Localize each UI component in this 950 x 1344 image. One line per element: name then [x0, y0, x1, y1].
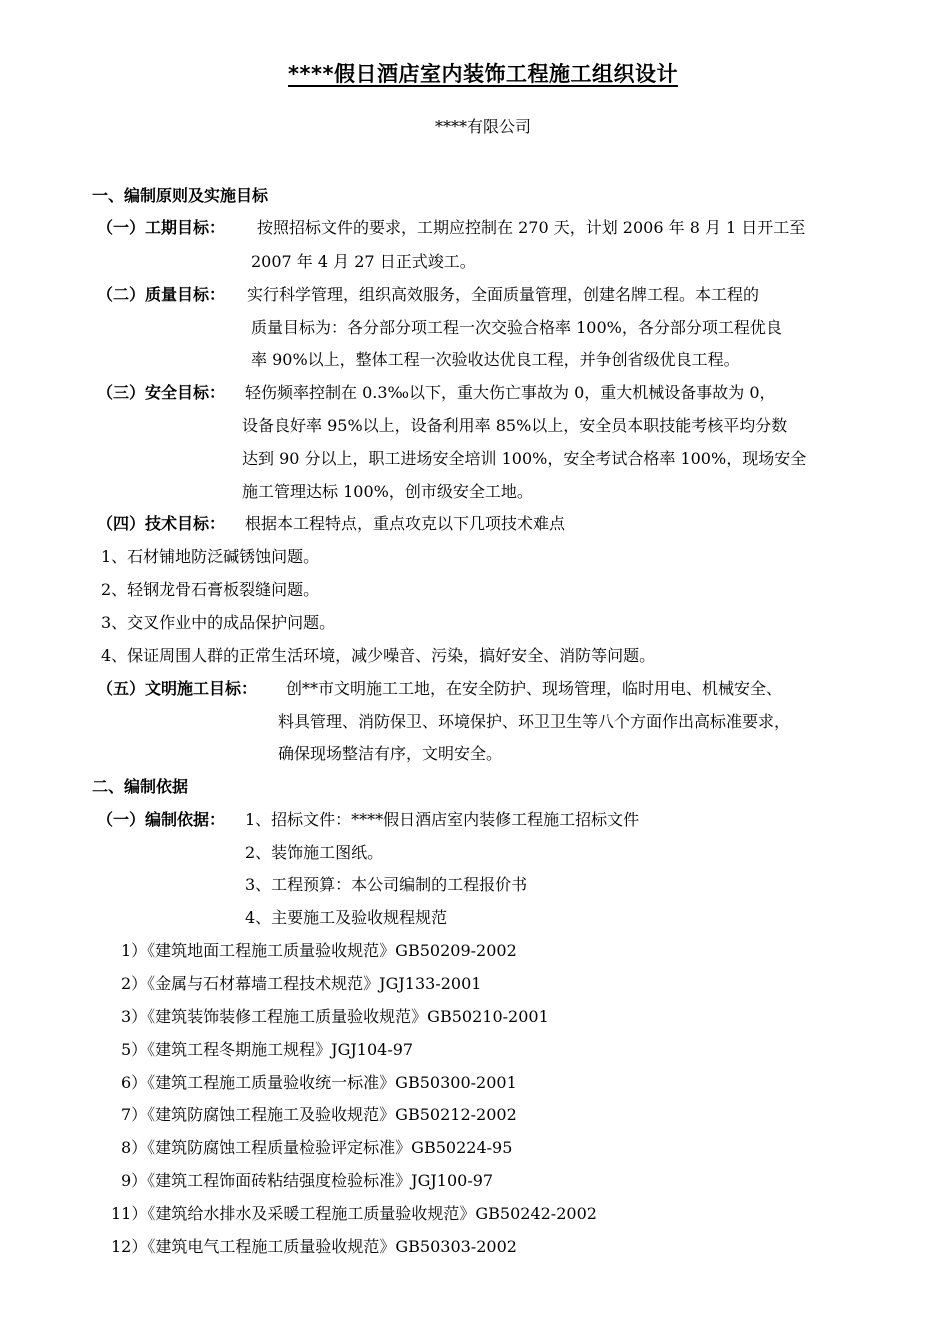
quality-goal-text: 率 90%以上，整体工程一次验收达优良工程，并争创省级优良工程。: [251, 350, 740, 369]
tech-goal-text: 根据本工程特点，重点攻克以下几项技术难点: [245, 514, 566, 533]
document-title: ****假日酒店室内装饰工程施工组织设计: [288, 62, 678, 86]
standard-item: 3）《建筑装饰装修工程施工质量验收规范》GB50210-2001: [121, 1007, 549, 1026]
safety-goal-text: 轻伤频率控制在 0.3‰以下，重大伤亡事故为 0，重大机械设备事故为 0，: [245, 383, 776, 402]
tech-point: 3、交叉作业中的成品保护问题。: [101, 613, 336, 632]
tech-point: 4、保证周围人群的正常生活环境，减少噪音、污染，搞好安全、消防等问题。: [101, 646, 656, 665]
standard-item: 7）《建筑防腐蚀工程施工及验收规范》GB50212-2002: [121, 1105, 517, 1124]
schedule-goal-label: （一）工期目标：: [97, 218, 226, 237]
basis-label: （一）编制依据：: [97, 810, 226, 829]
standard-item: 9）《建筑工程饰面砖粘结强度检验标准》JGJ100-97: [121, 1171, 494, 1190]
standard-item: 2）《金属与石材幕墙工程技术规范》JGJ133-2001: [121, 974, 482, 993]
basis-item: 3、工程预算：本公司编制的工程报价书: [245, 875, 528, 894]
standard-item: 11）《建筑给水排水及采暖工程施工质量验收规范》GB50242-2002: [111, 1204, 597, 1223]
safety-goal-text: 施工管理达标 100%，创市级安全工地。: [242, 482, 533, 501]
schedule-goal-text: 2007 年 4 月 27 日正式竣工。: [251, 252, 476, 271]
quality-goal-text: 实行科学管理，组织高效服务，全面质量管理，创建名牌工程。本工程的: [247, 285, 760, 304]
schedule-goal-text: 按照招标文件的要求，工期应控制在 270 天，计划 2006 年 8 月 1 日开工至: [257, 218, 806, 237]
civil-goal-label: （五）文明施工目标：: [97, 679, 258, 698]
company-name: ****有限公司: [434, 117, 531, 136]
safety-goal-text: 达到 90 分以上，职工进场安全培训 100%，安全考试合格率 100%，现场安全: [242, 449, 807, 468]
quality-goal-label: （二）质量目标：: [97, 285, 226, 304]
safety-goal-label: （三）安全目标：: [97, 383, 226, 402]
civil-goal-text: 创**市文明施工工地，在安全防护、现场管理，临时用电、机械安全、: [286, 679, 783, 698]
basis-item: 2、装饰施工图纸。: [245, 843, 384, 862]
civil-goal-text: 料具管理、消防保卫、环境保护、环卫卫生等八个方面作出高标准要求，: [278, 712, 791, 731]
safety-goal-text: 设备良好率 95%以上，设备利用率 85%以上，安全员本职技能考核平均分数: [242, 416, 788, 435]
civil-goal-text: 确保现场整洁有序，文明安全。: [278, 744, 503, 763]
tech-point: 2、轻钢龙骨石膏板裂缝问题。: [101, 580, 320, 599]
basis-item: 4、主要施工及验收规程规范: [245, 908, 448, 927]
standard-item: 8）《建筑防腐蚀工程质量检验评定标准》GB50224-95: [121, 1138, 513, 1157]
section2-heading: 二、编制依据: [92, 777, 189, 796]
tech-point: 1、石材铺地防泛碱锈蚀问题。: [101, 547, 320, 566]
section1-heading: 一、编制原则及实施目标: [92, 186, 269, 205]
standard-item: 5）《建筑工程冬期施工规程》JGJ104-97: [121, 1040, 414, 1059]
quality-goal-text: 质量目标为：各分部分项工程一次交验合格率 100%，各分部分项工程优良: [251, 318, 782, 337]
standard-item: 12）《建筑电气工程施工质量验收规范》GB50303-2002: [111, 1237, 517, 1256]
standard-item: 1）《建筑地面工程施工质量验收规范》GB50209-2002: [121, 941, 517, 960]
tech-goal-label: （四）技术目标：: [97, 514, 226, 533]
basis-item: 1、招标文件：****假日酒店室内装修工程施工招标文件: [245, 810, 640, 829]
standard-item: 6）《建筑工程施工质量验收统一标准》GB50300-2001: [121, 1073, 517, 1092]
